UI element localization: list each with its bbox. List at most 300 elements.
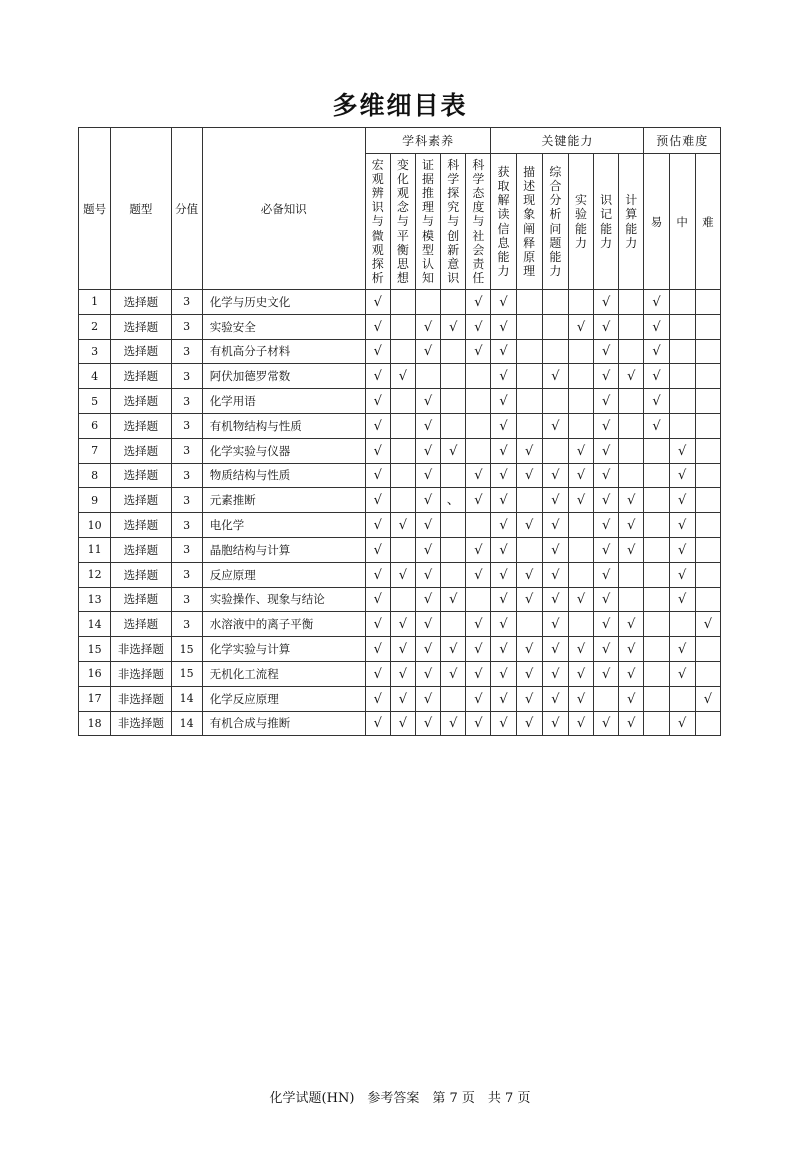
header-literacy-4 [441, 154, 466, 290]
question-number-cell: 9 [79, 488, 111, 513]
mark-cell [619, 661, 644, 686]
check-mark: √ [525, 443, 534, 459]
mark-cell [594, 463, 619, 488]
mark-cell [568, 389, 593, 414]
mark-cell [516, 339, 542, 364]
mark-cell [390, 637, 415, 662]
mark-cell [669, 339, 695, 364]
question-type-cell: 选择题 [111, 537, 171, 562]
mark-cell [594, 513, 619, 538]
check-mark: √ [499, 443, 508, 459]
check-mark: √ [373, 567, 382, 583]
mark-cell [466, 587, 491, 612]
check-mark: √ [627, 716, 636, 732]
check-mark: √ [652, 394, 661, 410]
check-mark: √ [499, 691, 508, 707]
header-score: 分值 [171, 128, 202, 290]
knowledge-cell: 化学实验与仪器 [202, 438, 365, 463]
mark-cell [542, 413, 568, 438]
check-mark: √ [551, 493, 560, 509]
mark-cell [390, 612, 415, 637]
mark-cell [594, 488, 619, 513]
mark-cell [390, 587, 415, 612]
mark-cell [542, 389, 568, 414]
header-ability-6 [619, 154, 644, 290]
check-mark: √ [652, 344, 661, 360]
mark-cell [644, 612, 669, 637]
mark-cell [441, 661, 466, 686]
check-mark: √ [551, 592, 560, 608]
mark-cell [466, 562, 491, 587]
question-number-cell: 5 [79, 389, 111, 414]
mark-cell [491, 413, 516, 438]
check-mark: √ [499, 418, 508, 434]
mark-cell [669, 488, 695, 513]
score-cell: 14 [171, 686, 202, 711]
check-mark: √ [499, 642, 508, 658]
mark-cell [568, 562, 593, 587]
check-mark: √ [373, 542, 382, 558]
mark-cell [619, 438, 644, 463]
mark-cell [594, 637, 619, 662]
knowledge-cell: 有机合成与推断 [202, 711, 365, 736]
mark-cell [416, 562, 441, 587]
check-mark: √ [398, 567, 408, 583]
score-cell: 15 [171, 637, 202, 662]
mark-cell [542, 612, 568, 637]
mark-cell [390, 463, 415, 488]
table-body [79, 290, 721, 736]
mark-cell [619, 364, 644, 389]
mark-cell [466, 290, 491, 315]
mark-cell [619, 562, 644, 587]
mark-cell [416, 612, 441, 637]
mark-cell [542, 339, 568, 364]
mark-cell [594, 562, 619, 587]
check-mark: √ [601, 493, 611, 509]
mark-cell [365, 290, 390, 315]
check-mark: √ [576, 592, 586, 608]
mark-cell [568, 537, 593, 562]
header-literacy-5 [466, 154, 491, 290]
check-mark: √ [449, 592, 458, 608]
mark-cell [619, 488, 644, 513]
check-mark: √ [525, 691, 534, 707]
mark-cell [365, 537, 390, 562]
knowledge-cell: 晶胞结构与计算 [202, 537, 365, 562]
table-row [79, 463, 721, 488]
mark-cell [619, 587, 644, 612]
check-mark: √ [576, 319, 586, 335]
mark-cell [390, 364, 415, 389]
check-mark: √ [525, 518, 534, 534]
header-difficulty-hard: 难 [695, 154, 720, 290]
mark-cell [491, 438, 516, 463]
question-number-cell: 4 [79, 364, 111, 389]
check-mark: √ [373, 716, 382, 732]
check-mark: √ [423, 592, 433, 608]
check-mark: √ [474, 344, 483, 360]
check-mark: √ [373, 344, 382, 360]
score-cell: 3 [171, 537, 202, 562]
mark-cell [568, 438, 593, 463]
mark-cell [695, 314, 720, 339]
check-mark: √ [398, 642, 408, 658]
question-type-cell: 选择题 [111, 438, 171, 463]
check-mark: √ [423, 691, 433, 707]
mark-cell [695, 686, 720, 711]
mark-cell [516, 711, 542, 736]
mark-cell [390, 314, 415, 339]
mark-cell [619, 339, 644, 364]
question-number-cell: 7 [79, 438, 111, 463]
header-group-difficulty: 预估难度 [644, 128, 721, 154]
mark-cell [441, 686, 466, 711]
mark-cell [365, 686, 390, 711]
mark-cell [466, 314, 491, 339]
header-literacy-label: 科学态度与社会责任 [472, 157, 485, 286]
mark-cell [441, 339, 466, 364]
mark-cell [416, 389, 441, 414]
check-mark: √ [677, 542, 687, 558]
mark-cell [542, 314, 568, 339]
check-mark: √ [551, 418, 560, 434]
mark-cell [542, 562, 568, 587]
check-mark: √ [551, 716, 560, 732]
mark-cell [390, 339, 415, 364]
check-mark: √ [677, 567, 687, 583]
check-mark: √ [499, 666, 508, 682]
check-mark: √ [474, 691, 483, 707]
mark-cell [542, 711, 568, 736]
mark-cell [365, 612, 390, 637]
mark-cell [390, 562, 415, 587]
question-type-cell: 选择题 [111, 389, 171, 414]
mark-cell [568, 612, 593, 637]
score-cell: 3 [171, 364, 202, 389]
check-mark: √ [398, 716, 408, 732]
check-mark: √ [423, 716, 433, 732]
check-mark: √ [499, 567, 508, 583]
mark-cell [695, 637, 720, 662]
check-mark: √ [373, 418, 382, 434]
table-row [79, 438, 721, 463]
mark-cell [669, 612, 695, 637]
mark-cell [695, 290, 720, 315]
table-row [79, 488, 721, 513]
mark-cell [644, 562, 669, 587]
header-literacy-label: 科学探究与创新意识 [447, 157, 460, 286]
mark-cell [669, 438, 695, 463]
mark-cell [416, 513, 441, 538]
page-title: 多维细目表 [332, 91, 468, 120]
check-mark: √ [551, 567, 560, 583]
mark-cell [516, 686, 542, 711]
score-cell: 14 [171, 711, 202, 736]
check-mark: √ [601, 567, 611, 583]
check-mark: √ [703, 617, 712, 633]
knowledge-cell: 无机化工流程 [202, 661, 365, 686]
mark-cell [491, 711, 516, 736]
table-row [79, 661, 721, 686]
mark-cell [466, 488, 491, 513]
check-mark: √ [551, 691, 560, 707]
check-mark: √ [601, 617, 611, 633]
mark-cell [491, 562, 516, 587]
mark-cell [644, 637, 669, 662]
check-mark: √ [525, 468, 534, 484]
header-literacy-3 [416, 154, 441, 290]
question-number-cell: 12 [79, 562, 111, 587]
mark-cell [568, 661, 593, 686]
mark-cell [568, 513, 593, 538]
knowledge-cell: 阿伏加德罗常数 [202, 364, 365, 389]
check-mark: √ [474, 468, 483, 484]
question-type-cell: 选择题 [111, 587, 171, 612]
table-row [79, 711, 721, 736]
mark-cell [466, 612, 491, 637]
mark-cell [695, 389, 720, 414]
check-mark: √ [576, 666, 586, 682]
mark-cell [466, 364, 491, 389]
check-mark: √ [627, 642, 636, 658]
header-literacy-2 [390, 154, 415, 290]
check-mark: √ [551, 666, 560, 682]
mark-cell [466, 661, 491, 686]
check-mark: √ [373, 691, 382, 707]
check-mark: √ [627, 369, 636, 385]
mark-cell [619, 637, 644, 662]
question-number-cell: 18 [79, 711, 111, 736]
mark-cell [644, 488, 669, 513]
check-mark: √ [499, 468, 508, 484]
mark-cell [516, 389, 542, 414]
check-mark: √ [474, 567, 483, 583]
header-literacy-1 [365, 154, 390, 290]
check-mark: √ [449, 666, 458, 682]
check-mark: √ [525, 592, 534, 608]
mark-cell [644, 686, 669, 711]
check-mark: √ [474, 666, 483, 682]
check-mark: √ [499, 344, 508, 360]
mark-cell [669, 686, 695, 711]
question-type-cell: 选择题 [111, 314, 171, 339]
question-type-cell: 非选择题 [111, 661, 171, 686]
check-mark: √ [601, 294, 611, 310]
mark-cell [669, 661, 695, 686]
mark-cell [365, 339, 390, 364]
mark-cell [695, 612, 720, 637]
check-mark: √ [576, 642, 586, 658]
mark-cell [644, 463, 669, 488]
check-mark: √ [703, 691, 712, 707]
mark-cell [669, 364, 695, 389]
mark-cell [568, 463, 593, 488]
mark-cell [390, 686, 415, 711]
mark-cell [619, 711, 644, 736]
check-mark: √ [627, 542, 636, 558]
mark-cell [441, 438, 466, 463]
mark-cell [568, 686, 593, 711]
mark-cell [441, 637, 466, 662]
mark-cell [516, 661, 542, 686]
header-literacy-label: 变化观念与平衡思想 [396, 157, 409, 286]
check-mark: √ [373, 592, 382, 608]
mark-cell [441, 587, 466, 612]
mark-cell [365, 364, 390, 389]
check-mark: √ [499, 518, 508, 534]
table-row [79, 314, 721, 339]
mark-cell [491, 612, 516, 637]
mark-cell [441, 562, 466, 587]
mark-cell [516, 488, 542, 513]
mark-cell [594, 339, 619, 364]
mark-cell [542, 438, 568, 463]
check-mark: √ [601, 369, 611, 385]
mark-cell [669, 413, 695, 438]
mark-cell [594, 686, 619, 711]
check-mark: √ [576, 691, 586, 707]
question-type-cell: 选择题 [111, 562, 171, 587]
mark-cell [491, 686, 516, 711]
score-cell: 3 [171, 290, 202, 315]
header-ability-1 [491, 154, 516, 290]
check-mark: √ [652, 369, 661, 385]
header-ability-2 [516, 154, 542, 290]
mark-cell [669, 637, 695, 662]
mark-cell [416, 488, 441, 513]
check-mark: √ [627, 493, 636, 509]
mark-cell [466, 686, 491, 711]
knowledge-cell: 化学实验与计算 [202, 637, 365, 662]
mark-cell [669, 290, 695, 315]
score-cell: 3 [171, 587, 202, 612]
question-type-cell: 选择题 [111, 463, 171, 488]
check-mark: √ [601, 468, 611, 484]
mark-cell [416, 661, 441, 686]
mark-cell [644, 413, 669, 438]
mark-cell [542, 661, 568, 686]
header-ability-label: 获取解读信息能力 [497, 164, 510, 279]
question-type-cell: 非选择题 [111, 711, 171, 736]
mark-cell [365, 587, 390, 612]
check-mark: √ [499, 319, 508, 335]
mark-cell [695, 661, 720, 686]
mark-cell [365, 513, 390, 538]
mark-cell [365, 413, 390, 438]
check-mark: √ [373, 493, 382, 509]
score-cell: 3 [171, 389, 202, 414]
check-mark: √ [525, 642, 534, 658]
check-mark: √ [499, 542, 508, 558]
table-row [79, 339, 721, 364]
mark-cell [441, 290, 466, 315]
check-mark: √ [373, 642, 382, 658]
mark-cell [416, 290, 441, 315]
mark-cell [466, 413, 491, 438]
mark-cell [594, 711, 619, 736]
mark-cell [441, 364, 466, 389]
score-cell: 3 [171, 612, 202, 637]
mark-cell [365, 389, 390, 414]
score-cell: 3 [171, 438, 202, 463]
question-number-cell: 10 [79, 513, 111, 538]
mark-cell [441, 612, 466, 637]
check-mark: √ [601, 394, 611, 410]
check-mark: √ [423, 642, 433, 658]
mark-cell [594, 612, 619, 637]
mark-cell [516, 364, 542, 389]
mark-cell [516, 513, 542, 538]
check-mark: √ [398, 691, 408, 707]
mark-cell [491, 339, 516, 364]
question-type-cell: 非选择题 [111, 637, 171, 662]
question-type-cell: 选择题 [111, 488, 171, 513]
knowledge-cell: 实验安全 [202, 314, 365, 339]
mark-cell [669, 314, 695, 339]
mark-cell [416, 413, 441, 438]
check-mark: √ [627, 666, 636, 682]
table-row [79, 413, 721, 438]
question-number-cell: 11 [79, 537, 111, 562]
mark-cell [365, 488, 390, 513]
check-mark: √ [677, 443, 687, 459]
mark-cell [695, 513, 720, 538]
mark-cell [516, 438, 542, 463]
mark-cell [669, 562, 695, 587]
score-cell: 3 [171, 413, 202, 438]
mark-cell [466, 463, 491, 488]
check-mark: √ [398, 369, 408, 385]
check-mark: √ [677, 592, 687, 608]
header-ability-label: 综合分析问题能力 [549, 164, 562, 279]
score-cell: 3 [171, 314, 202, 339]
mark-cell [516, 413, 542, 438]
check-mark: √ [576, 716, 586, 732]
mark-cell [516, 562, 542, 587]
mark-cell [695, 413, 720, 438]
check-mark: √ [423, 418, 433, 434]
mark-cell [619, 612, 644, 637]
question-number-cell: 2 [79, 314, 111, 339]
check-mark: √ [423, 518, 433, 534]
mark-cell [542, 463, 568, 488]
question-type-cell: 选择题 [111, 364, 171, 389]
knowledge-cell: 有机物结构与性质 [202, 413, 365, 438]
header-ability-4 [568, 154, 593, 290]
mark-cell [568, 637, 593, 662]
header-ability-label: 描述现象阐释原理 [523, 164, 536, 279]
check-mark: √ [576, 443, 586, 459]
mark-cell [516, 587, 542, 612]
check-mark: √ [525, 567, 534, 583]
header-group-literacy: 学科素养 [365, 128, 491, 154]
check-mark: √ [677, 666, 687, 682]
check-mark: √ [677, 468, 687, 484]
mark-cell [416, 339, 441, 364]
mark-cell [491, 463, 516, 488]
mark-cell [491, 364, 516, 389]
mark-cell [594, 290, 619, 315]
mark-cell [619, 513, 644, 538]
mark-cell [568, 290, 593, 315]
mark-cell [619, 537, 644, 562]
mark-cell [390, 537, 415, 562]
table-row [79, 537, 721, 562]
specification-table [78, 127, 721, 736]
check-mark: √ [449, 642, 458, 658]
check-mark: √ [499, 493, 508, 509]
